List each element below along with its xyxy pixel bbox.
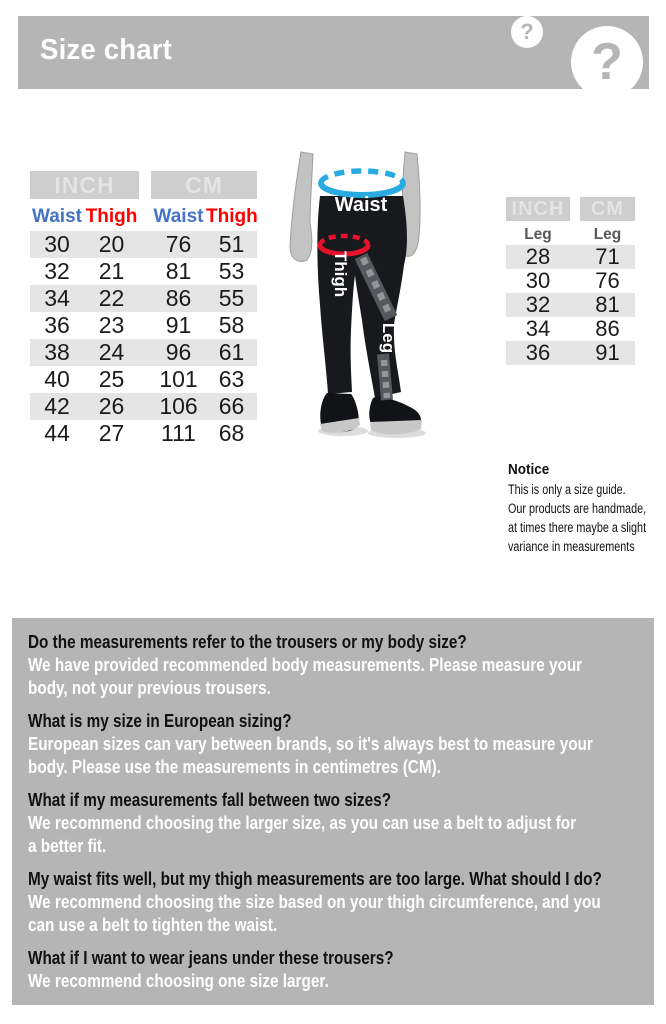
column-header-thigh-inch: Thigh: [85, 206, 138, 227]
waist-thigh-size-table: [30, 171, 257, 447]
table-cell: 32: [525, 292, 551, 317]
table-row: [506, 293, 635, 317]
notice-text: [508, 480, 663, 556]
trousers-measurement-figure: [283, 148, 433, 440]
table-row: [30, 339, 257, 366]
table-row: [30, 366, 257, 393]
table-cell: 24: [98, 339, 125, 365]
table-cell: 34: [44, 285, 70, 311]
notice-line: This is only a size guide.: [508, 482, 626, 497]
table-cell: 40: [44, 366, 70, 392]
table-cell: 101: [159, 366, 198, 392]
waist-label: Waist: [334, 194, 388, 216]
table-cell: 38: [44, 339, 70, 365]
faq-answer-line: We recommend choosing the larger size, as you can use a belt to adjust for: [28, 813, 577, 833]
column-header-row: [30, 205, 257, 231]
column-header-waist-cm: Waist: [153, 206, 204, 227]
faq-item: [28, 868, 638, 937]
faq-answer-line: can use a belt to tighten the waist.: [28, 915, 278, 935]
table-cell: 25: [98, 366, 125, 392]
leg-size-table: [506, 197, 635, 365]
trousers-silhouette: [317, 196, 407, 398]
column-header-thigh-cm: Thigh: [206, 206, 258, 227]
table-cell: 20: [98, 231, 125, 257]
faq-answer-line: body, not your previous trousers.: [28, 678, 271, 698]
faq-question: What if my measurements fall between two sizes?: [28, 790, 392, 810]
left-hand: [290, 152, 313, 262]
column-header-leg-cm: Leg: [593, 226, 622, 243]
table-row: [506, 245, 635, 269]
table-cell: 34: [525, 316, 551, 341]
table-row: [30, 258, 257, 285]
table-cell: 76: [165, 231, 192, 257]
table-cell: 26: [98, 393, 125, 419]
column-header-row: [506, 225, 635, 245]
unit-header-inch: INCH: [30, 171, 139, 199]
table-cell: 42: [44, 393, 70, 419]
table-cell: 86: [165, 285, 192, 311]
table-cell: 32: [44, 258, 70, 284]
table-cell: 21: [98, 258, 125, 284]
faq-question: What if I want to wear jeans under these trousers?: [28, 948, 394, 968]
table-cell: 81: [165, 258, 192, 284]
leg-label: Leg: [379, 322, 398, 354]
column-header-leg-inch: Leg: [524, 226, 552, 243]
unit-header-cm: CM: [151, 171, 257, 199]
waist-ellipse-dashed: [321, 171, 403, 183]
faq-item: [28, 710, 638, 779]
notice-line: at times there maybe a slight: [508, 520, 647, 535]
table-cell: 76: [595, 268, 620, 293]
table-cell: 55: [218, 285, 245, 311]
table-cell: 36: [44, 312, 70, 338]
table-row: [30, 231, 257, 258]
table-cell: 30: [44, 231, 70, 257]
notice-title: Notice: [508, 461, 550, 478]
faq-question: Do the measurements refer to the trousers or my body size?: [28, 632, 467, 652]
table-cell: 36: [525, 340, 551, 365]
thigh-label: Thigh: [331, 250, 350, 298]
table-row: [30, 312, 257, 339]
table-cell: 27: [98, 420, 125, 446]
table-body: [506, 245, 635, 365]
table-cell: 44: [44, 420, 70, 446]
table-row: [30, 393, 257, 420]
faq-section: [12, 618, 654, 1005]
faq-question: What is my size in European sizing?: [28, 711, 292, 731]
table-cell: 91: [595, 340, 620, 365]
help-icon-small[interactable]: [511, 16, 543, 48]
column-header-waist-inch: Waist: [32, 206, 82, 227]
table-row: [30, 285, 257, 312]
table-row: [506, 269, 635, 293]
page-title: Size chart: [40, 34, 173, 66]
faq-answer-line: European sizes can vary between brands, so it's always best to measure your: [28, 734, 593, 754]
table-cell: 111: [161, 420, 196, 446]
faq-answer-line: We recommend choosing the size based on your thigh circumference, and you: [28, 892, 601, 912]
table-cell: 91: [165, 312, 192, 338]
faq-answer-line: We recommend choosing one size larger.: [28, 971, 329, 991]
unit-header-inch: INCH: [506, 197, 570, 221]
table-cell: 58: [218, 312, 245, 338]
faq-answer-line: We have provided recommended body measurements. Please measure your: [28, 655, 583, 675]
faq-item: [28, 947, 638, 993]
faq-answer-line: a better fit.: [28, 836, 107, 856]
table-cell: 86: [595, 316, 620, 341]
faq-answer-line: body. Please use the measurements in centimetres (CM).: [28, 757, 441, 777]
faq-item: [28, 789, 638, 858]
unit-header-cm: CM: [580, 197, 635, 221]
table-cell: 96: [165, 339, 192, 365]
table-body: [30, 231, 257, 447]
unit-header-row: [30, 171, 257, 199]
table-cell: 61: [218, 339, 245, 365]
question-mark-icon: ?: [591, 33, 623, 91]
question-mark-icon: ?: [520, 19, 534, 44]
table-cell: 53: [218, 258, 245, 284]
table-cell: 81: [595, 292, 620, 317]
table-cell: 22: [98, 285, 125, 311]
notice-block: [508, 460, 663, 556]
help-icon-large[interactable]: [571, 26, 643, 98]
table-cell: 106: [159, 393, 198, 419]
table-cell: 51: [218, 231, 245, 257]
table-cell: 68: [218, 420, 245, 446]
notice-line: variance in measurements: [508, 539, 635, 554]
table-cell: 66: [218, 393, 245, 419]
notice-line: Our products are handmade,: [508, 501, 647, 516]
table-cell: 63: [218, 366, 245, 392]
table-row: [506, 317, 635, 341]
faq-question: My waist fits well, but my thigh measurements are too large. What should I do?: [28, 869, 602, 889]
table-cell: 71: [595, 244, 620, 269]
unit-header-row: [506, 197, 635, 221]
table-row: [506, 341, 635, 365]
table-cell: 28: [525, 244, 551, 269]
faq-item: [28, 631, 638, 700]
table-cell: 23: [98, 312, 125, 338]
table-row: [30, 420, 257, 447]
header-bar: [18, 16, 649, 89]
table-cell: 30: [525, 268, 551, 293]
